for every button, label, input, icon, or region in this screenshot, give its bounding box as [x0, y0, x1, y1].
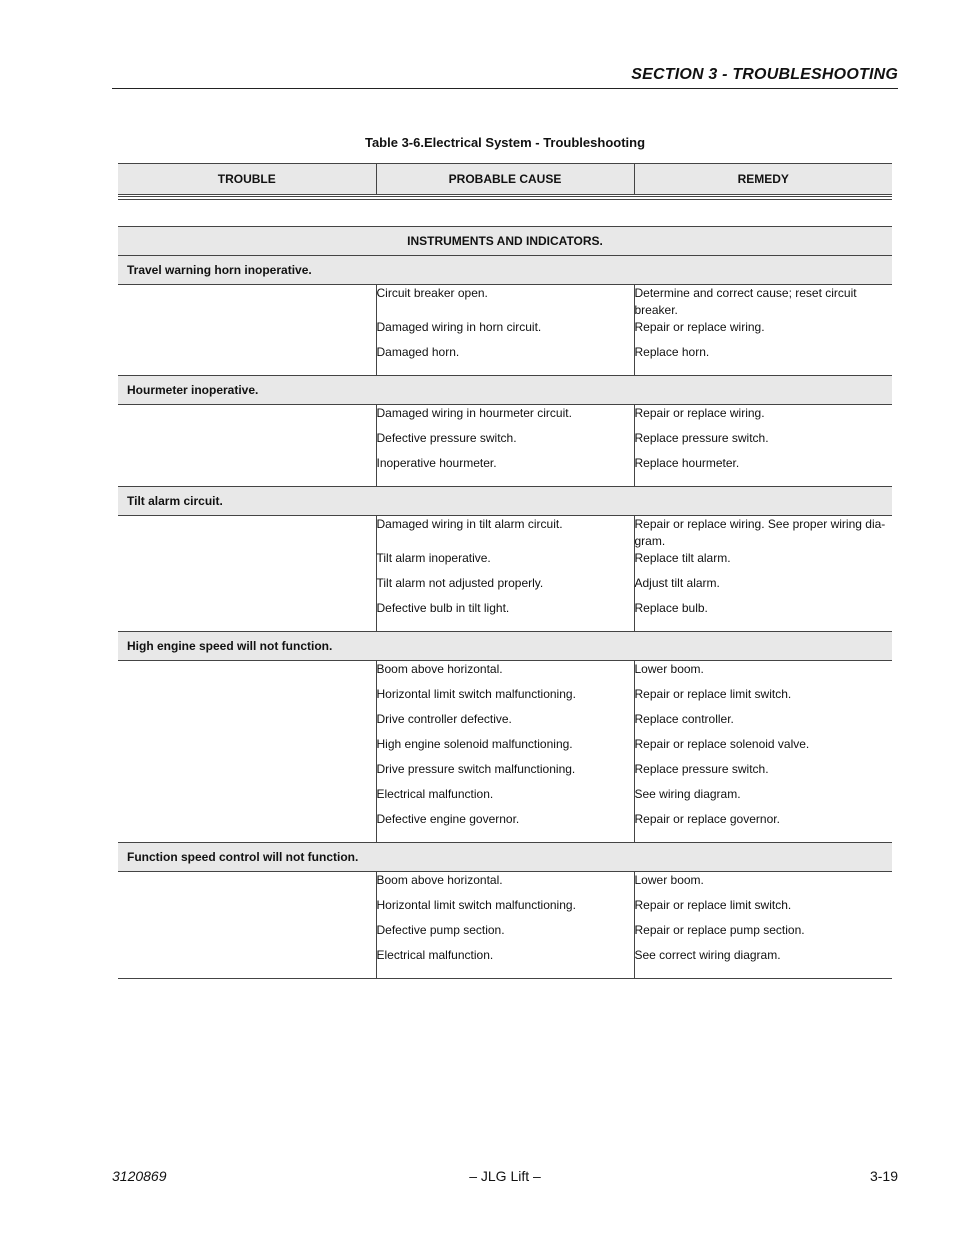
- probable-cause-cell: [376, 405, 634, 431]
- remedy-text: See correct wiring diagram.: [634, 948, 781, 962]
- remedy-text: Adjust tilt alarm.: [634, 576, 720, 590]
- remedy-cell: [634, 550, 892, 575]
- remedy-text: Repair or replace limit switch.: [634, 687, 792, 701]
- probable-cause-text: Circuit breaker open.: [376, 286, 488, 300]
- remedy-cell: [634, 736, 892, 761]
- probable-cause-cell: [376, 344, 634, 376]
- probable-cause-text: Horizontal limit switch malfunctioning.: [376, 687, 576, 701]
- remedy-text: Replace horn.: [634, 345, 710, 359]
- table-row: [118, 661, 892, 687]
- trouble-cell-empty: [118, 405, 376, 431]
- trouble-cell-empty: [118, 575, 376, 600]
- probable-cause-cell: [376, 516, 634, 551]
- remedy-text: See wiring diagram.: [634, 787, 741, 801]
- troubleshooting-table: [118, 226, 892, 979]
- probable-cause-text: Electrical malfunction.: [376, 787, 494, 801]
- remedy-text: Repair or replace wiring. See proper wiring dia-gram.: [634, 517, 886, 548]
- probable-cause-text: Tilt alarm not adjusted properly.: [376, 576, 544, 590]
- probable-cause-cell: [376, 736, 634, 761]
- remedy-text: Repair or replace wiring.: [634, 320, 765, 334]
- table-row: [118, 405, 892, 431]
- remedy-text: Repair or replace wiring.: [634, 406, 765, 420]
- table-row: [118, 516, 892, 551]
- trouble-cell-empty: [118, 550, 376, 575]
- trouble-cell-empty: [118, 736, 376, 761]
- remedy-cell: [634, 455, 892, 487]
- probable-cause-text: Defective engine governor.: [376, 812, 520, 826]
- trouble-row: [118, 843, 892, 872]
- remedy-cell: [634, 872, 892, 898]
- probable-cause-cell: [376, 922, 634, 947]
- trouble-cell-empty: [118, 761, 376, 786]
- trouble-cell-empty: [118, 344, 376, 376]
- probable-cause-text: Damaged wiring in hourmeter circuit.: [376, 406, 572, 420]
- probable-cause-cell: [376, 455, 634, 487]
- table-row: [118, 947, 892, 979]
- column-header-remedy: REMEDY: [634, 164, 892, 195]
- table-row: [118, 872, 892, 898]
- page-header: [112, 64, 898, 89]
- page-number: 3-19: [869, 1168, 898, 1184]
- remedy-cell: [634, 430, 892, 455]
- table-row: [118, 686, 892, 711]
- column-header-cause: PROBABLE CAUSE: [376, 164, 634, 195]
- group-heading: INSTRUMENTS AND INDICATORS.: [118, 227, 892, 256]
- probable-cause-cell: [376, 872, 634, 898]
- trouble-cell-empty: [118, 897, 376, 922]
- remedy-cell: [634, 761, 892, 786]
- probable-cause-cell: [376, 947, 634, 979]
- troubleshooting-table-body: [118, 227, 892, 979]
- probable-cause-cell: [376, 811, 634, 843]
- table-row: [118, 897, 892, 922]
- section-title: SECTION 3 - TROUBLESHOOTING: [631, 66, 898, 83]
- remedy-cell: [634, 319, 892, 344]
- trouble-cell-empty: [118, 947, 376, 979]
- remedy-cell: [634, 600, 892, 632]
- trouble-label: Function speed control will not function.: [118, 843, 892, 872]
- doc-number: 3120869: [112, 1168, 167, 1184]
- probable-cause-cell: [376, 285, 634, 320]
- trouble-cell-empty: [118, 686, 376, 711]
- remedy-cell: [634, 711, 892, 736]
- remedy-cell: [634, 897, 892, 922]
- trouble-cell-empty: [118, 922, 376, 947]
- probable-cause-text: Boom above horizontal.: [376, 662, 503, 676]
- table-header: [118, 163, 892, 195]
- table-row: [118, 786, 892, 811]
- remedy-text: Repair or replace solenoid valve.: [634, 737, 810, 751]
- probable-cause-text: Electrical malfunction.: [376, 948, 494, 962]
- probable-cause-text: Defective pressure switch.: [376, 431, 517, 445]
- probable-cause-cell: [376, 661, 634, 687]
- probable-cause-text: Inoperative hourmeter.: [376, 456, 497, 470]
- remedy-cell: [634, 285, 892, 320]
- table-row: [118, 550, 892, 575]
- probable-cause-cell: [376, 430, 634, 455]
- probable-cause-text: Damaged wiring in horn circuit.: [376, 320, 542, 334]
- remedy-cell: [634, 405, 892, 431]
- probable-cause-text: Horizontal limit switch malfunctioning.: [376, 898, 576, 912]
- remedy-text: Repair or replace pump section.: [634, 923, 805, 937]
- remedy-cell: [634, 811, 892, 843]
- table-row: [118, 711, 892, 736]
- probable-cause-cell: [376, 761, 634, 786]
- remedy-text: Repair or replace limit switch.: [634, 898, 792, 912]
- group-heading-row: [118, 227, 892, 256]
- remedy-text: Replace hourmeter.: [634, 456, 740, 470]
- remedy-cell: [634, 947, 892, 979]
- probable-cause-text: Defective bulb in tilt light.: [376, 601, 510, 615]
- table-row: [118, 455, 892, 487]
- header-divider: [118, 196, 892, 200]
- probable-cause-text: Defective pump section.: [376, 923, 505, 937]
- trouble-cell-empty: [118, 872, 376, 898]
- probable-cause-cell: [376, 686, 634, 711]
- probable-cause-cell: [376, 600, 634, 632]
- remedy-cell: [634, 575, 892, 600]
- remedy-cell: [634, 786, 892, 811]
- probable-cause-cell: [376, 786, 634, 811]
- probable-cause-cell: [376, 575, 634, 600]
- trouble-row: [118, 632, 892, 661]
- table-row: [118, 600, 892, 632]
- remedy-cell: [634, 516, 892, 551]
- table-title: Table 3-6.Electrical System - Troubleshooting: [364, 135, 646, 150]
- trouble-row: [118, 256, 892, 285]
- probable-cause-text: Damaged horn.: [376, 345, 460, 359]
- page-footer: [112, 1168, 898, 1188]
- trouble-row: [118, 376, 892, 405]
- trouble-label: Travel warning horn inoperative.: [118, 256, 892, 285]
- probable-cause-cell: [376, 550, 634, 575]
- trouble-cell-empty: [118, 711, 376, 736]
- trouble-cell-empty: [118, 600, 376, 632]
- table-row: [118, 811, 892, 843]
- probable-cause-cell: [376, 897, 634, 922]
- table-row: [118, 761, 892, 786]
- remedy-cell: [634, 344, 892, 376]
- probable-cause-text: Damaged wiring in tilt alarm circuit.: [376, 517, 563, 531]
- table-row: [118, 344, 892, 376]
- probable-cause-text: Drive pressure switch malfunctioning.: [376, 762, 576, 776]
- remedy-text: Repair or replace governor.: [634, 812, 780, 826]
- publisher: – JLG Lift –: [469, 1168, 541, 1184]
- table-row: [118, 319, 892, 344]
- remedy-text: Replace controller.: [634, 712, 734, 726]
- trouble-cell-empty: [118, 430, 376, 455]
- trouble-cell-empty: [118, 811, 376, 843]
- remedy-text: Replace bulb.: [634, 601, 708, 615]
- trouble-cell-empty: [118, 455, 376, 487]
- trouble-label: High engine speed will not function.: [118, 632, 892, 661]
- probable-cause-text: Drive controller defective.: [376, 712, 512, 726]
- column-header-trouble: TROUBLE: [118, 164, 376, 195]
- trouble-cell-empty: [118, 786, 376, 811]
- trouble-label: Tilt alarm circuit.: [118, 487, 892, 516]
- table-row: [118, 430, 892, 455]
- probable-cause-cell: [376, 711, 634, 736]
- trouble-cell-empty: [118, 661, 376, 687]
- probable-cause-text: High engine solenoid malfunctioning.: [376, 737, 573, 751]
- remedy-cell: [634, 661, 892, 687]
- remedy-text: Lower boom.: [634, 873, 704, 887]
- remedy-text: Replace pressure switch.: [634, 431, 769, 445]
- probable-cause-text: Tilt alarm inoperative.: [376, 551, 491, 565]
- probable-cause-text: Boom above horizontal.: [376, 873, 503, 887]
- trouble-cell-empty: [118, 285, 376, 320]
- remedy-text: Lower boom.: [634, 662, 704, 676]
- remedy-cell: [634, 922, 892, 947]
- trouble-label: Hourmeter inoperative.: [118, 376, 892, 405]
- table-row: [118, 575, 892, 600]
- remedy-text: Replace pressure switch.: [634, 762, 769, 776]
- probable-cause-cell: [376, 319, 634, 344]
- table-row: [118, 736, 892, 761]
- remedy-text: Replace tilt alarm.: [634, 551, 731, 565]
- table-row: [118, 922, 892, 947]
- trouble-cell-empty: [118, 319, 376, 344]
- table-row: [118, 285, 892, 320]
- remedy-cell: [634, 686, 892, 711]
- remedy-text: Determine and correct cause; reset circuit breaker.: [634, 286, 857, 317]
- trouble-cell-empty: [118, 516, 376, 551]
- trouble-row: [118, 487, 892, 516]
